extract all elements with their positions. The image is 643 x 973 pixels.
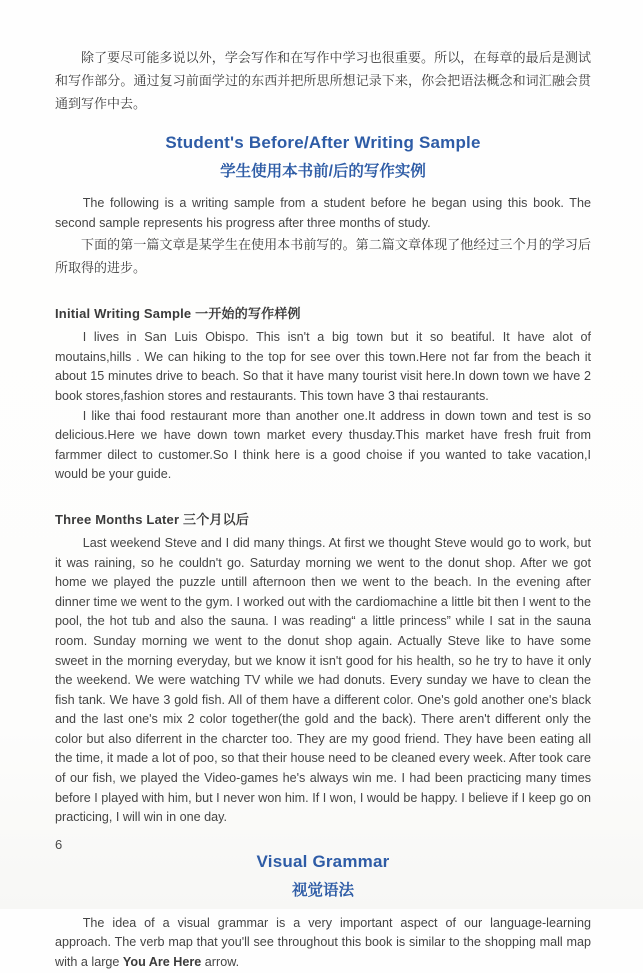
visual-grammar-title-cn: 视觉语法 bbox=[291, 881, 354, 899]
you-are-here-bold-text: You Are Here bbox=[122, 955, 202, 970]
visual-grammar-text-suffix: arrow. bbox=[201, 955, 240, 970]
initial-sample-heading: Initial Writing Sample 一开始的写作样例 bbox=[55, 306, 301, 322]
page-number: 6 bbox=[55, 837, 63, 852]
visual-grammar-text-prefix: The idea of a visual grammar is a very important aspect of our language-learning approach. The verb map that you'll see throughout this book is similar to the shopping mall map with a large bbox=[55, 915, 591, 970]
lead-paragraph-cn: 下面的第一篇文章是某学生在使用本书前写的。第二篇文章体现了他经过三个月的学习后所取得的进步。 bbox=[55, 237, 591, 276]
initial-sample-paragraph-1: I lives in San Luis Obispo. This isn't a big town but it so beatiful. It have alot of moutains,hills . We can hiking to the top for see over this town.Here not far from the beach it about 15 minutes drive to beach. So that it have many tourist visit here.In down town we have 2 book stores,fashion stores and restaurants. This town have 3 thai restaurants. bbox=[55, 330, 591, 403]
three-months-later-heading: Three Months Later 三个月以后 bbox=[55, 511, 250, 527]
initial-sample-paragraph-2: I like thai food restaurant more than another one.It address in down town and test is so delicious.Here we have down town market every thusday.This market have fresh fruit from farmmer dilect to customer.So I think here is a good choise if you wanted to take vacation,I would be your guide. bbox=[55, 408, 591, 482]
visual-grammar-paragraph bbox=[55, 914, 591, 973]
three-months-later-paragraph: Last weekend Steve and I did many things. At first we thought Steve would go to work, but it was raining, so he couldn't go. Saturday morning we went to the donut shop. After we got home we played the puzzle untill afternoon then we went to the beach. In the evening after dinner time we went to the gym. I worked out with the cardiomachine a little bit then I went to the pool, the hot tub and also the sauna. I was reading“ a little princess” while I sat in the sauna room. Sunday morning we went to the donut shop again. Actually Steve like to have some sweet in the morning everyday, but we know it isn't good for his health, so he try to have it only the weekend. We were watching TV while we had donuts. Every sunday we have to clean the fish tank. We have 3 gold fish. All of them have a different color. One's gold another one's black and the last one's mix 2 color together(the gold and the back). There aren't different only the color but also diferrent in the charcter too. They are my good friend. They have been eating all the time, it made a lot of poo, so that their house need to be cleaned every week. After took care of our fish, we played the Video-games he's always win me. I had been practicing many times before I played with him, but I never won him. If I won, I would be happy. I believe if I keep go on practicing, I will win in one day. bbox=[55, 535, 591, 825]
visual-grammar-title-en: Visual Grammar bbox=[256, 851, 390, 871]
lead-paragraph-en: The following is a writing sample from a student before he began using this book. The second sample represents his progress after three months of study. bbox=[55, 196, 591, 230]
section-title-en: Student's Before/After Writing Sample bbox=[165, 133, 481, 152]
intro-paragraph-cn: 除了要尽可能多说以外，学会写作和在写作中学习也很重要。所以，在每章的最后是测试和写作部分。通过复习前面学过的东西并把所思所想记录下来，你会把语法概念和词汇融会贯通到写作中去。 bbox=[55, 50, 591, 111]
section-title-cn: 学生使用本书前/后的写作实例 bbox=[220, 163, 426, 180]
